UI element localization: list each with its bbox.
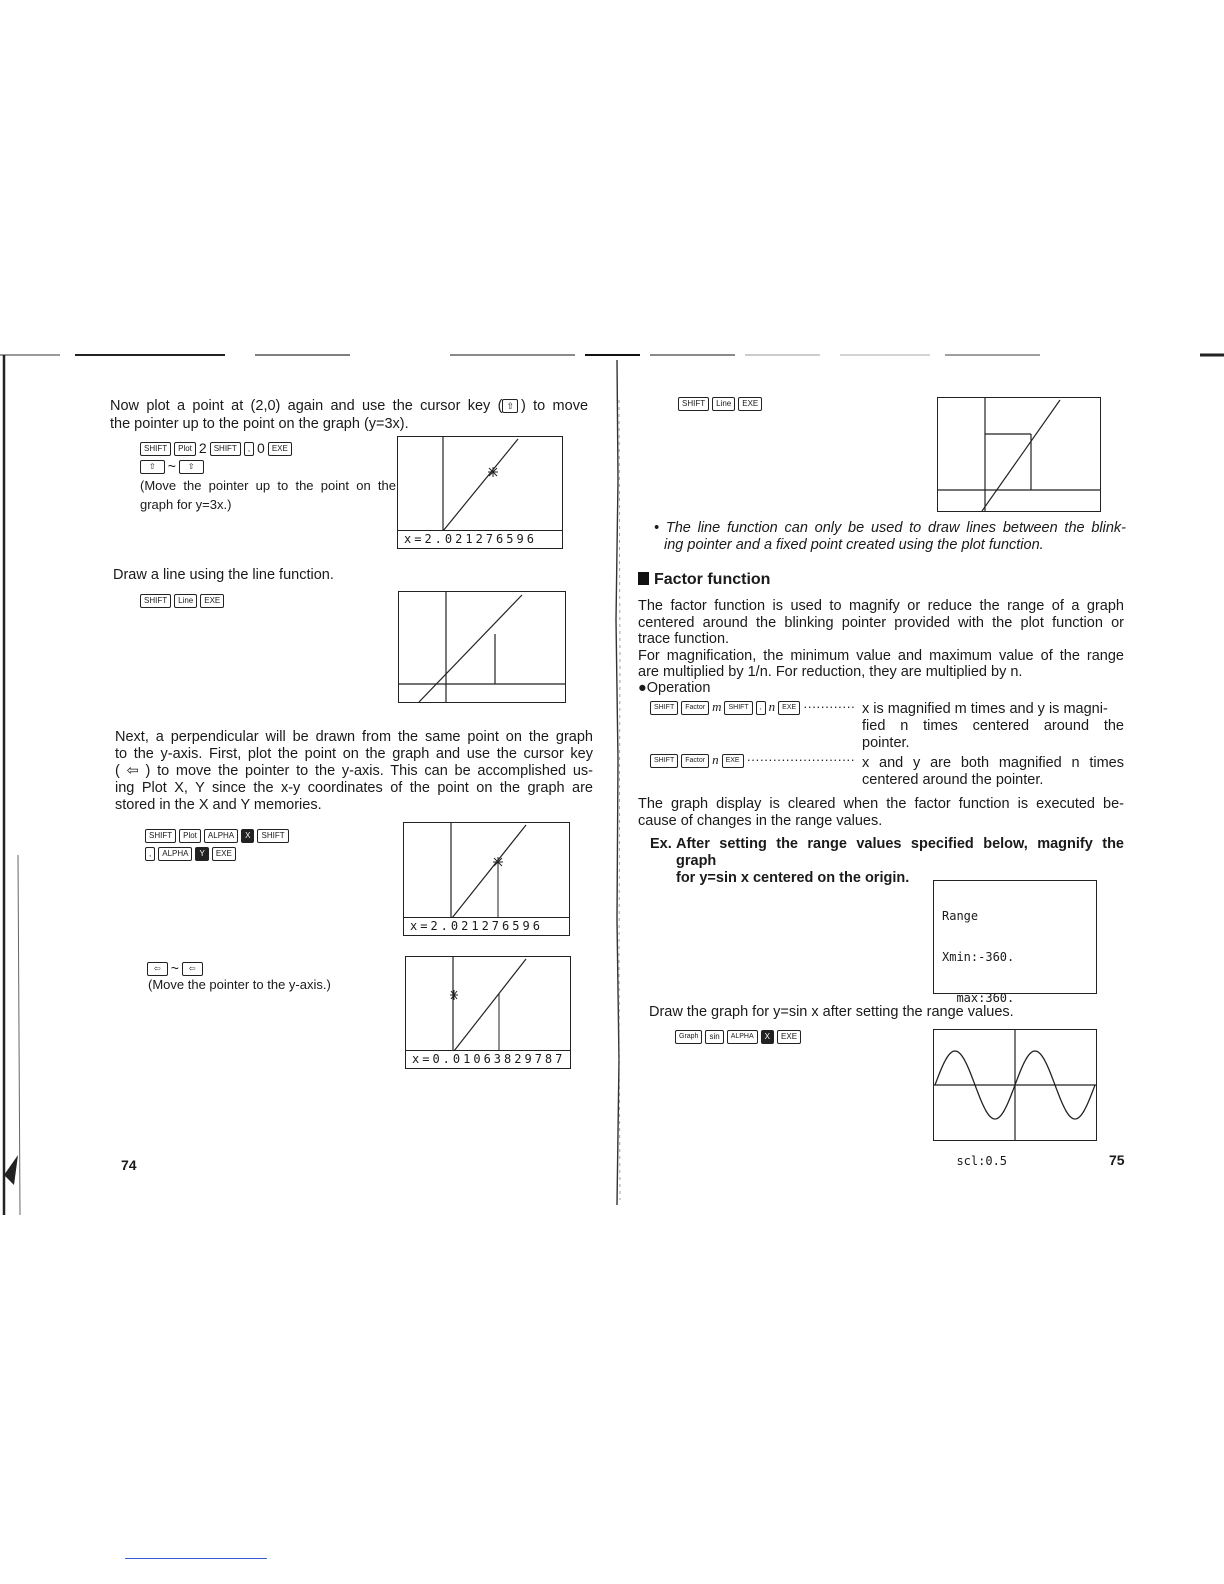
shift-key-icon: SHIFT [140, 442, 171, 456]
x-key-icon: X [761, 1030, 774, 1044]
x-key-icon: X [241, 829, 254, 843]
blinking-pointer-icon [488, 467, 498, 477]
key-sequence-cursor-up: ⇧ ~ ⇧ [140, 458, 207, 474]
key-sequence-cursor-left: ⇦ ~ ⇦ [147, 960, 206, 976]
calculator-screen-range [933, 880, 1097, 1168]
shift-key-icon: SHIFT [678, 397, 709, 411]
coordinate-readout: x=0.01063829787 [406, 1050, 570, 1068]
exe-key-icon: EXE [738, 397, 762, 411]
cursor-up-key-icon: ⇧ [179, 460, 204, 474]
page-number-left: 74 [121, 1157, 137, 1173]
graph-pointer-on-y-axis [406, 957, 570, 1051]
plot-key-icon: Plot [174, 442, 196, 456]
key-sequence-line [140, 592, 227, 610]
key-sequence-graph-sin [675, 1028, 804, 1046]
exe-key-icon: EXE [268, 442, 292, 456]
line-function-intro: Draw a line using the line function. [113, 567, 334, 583]
cursor-left-key-icon: ⇦ [147, 962, 168, 976]
cursor-up-key-icon: ⇧ [140, 460, 165, 474]
line-key-icon: Line [712, 397, 735, 411]
key-sequence-line-right [678, 395, 765, 413]
alpha-key-icon: ALPHA [204, 829, 238, 843]
note-move-pointer-y-axis: (Move the pointer to the y-axis.) [148, 977, 331, 992]
heading-square-icon [638, 572, 649, 585]
comma-key-icon: , [145, 847, 155, 861]
calculator-screen-pointer-y-axis [405, 956, 571, 1069]
comma-key-icon: , [756, 701, 766, 715]
alpha-key-icon: ALPHA [727, 1030, 758, 1044]
coordinate-readout: x=2.021276596 [398, 530, 562, 548]
range-xmin: Xmin:-360. [942, 949, 1015, 964]
plot-key-icon: Plot [179, 829, 201, 843]
key-sequence-plot-xy [145, 827, 292, 845]
exe-key-icon: EXE [777, 1030, 801, 1044]
graph-line-to-x-axis [399, 592, 565, 702]
blinking-pointer-icon [493, 857, 503, 867]
shift-key-icon: SHIFT [140, 594, 171, 608]
intro-paragraph-line2: the pointer up to the point on the graph (y=3x). [110, 416, 409, 432]
operation-label: ●Operation [638, 680, 711, 696]
graph-sine-wave [934, 1030, 1096, 1140]
calculator-screen-line-drawn [398, 591, 566, 703]
note-move-pointer-up: (Move the pointer up to the point on the graph for y=3x.) [140, 478, 396, 512]
comma-key-icon: , [244, 442, 254, 456]
calculator-screen-sine-graph [933, 1029, 1097, 1141]
factor-key-icon: Factor [681, 701, 709, 715]
range-yscl: scl:0.5 [942, 1153, 1008, 1168]
graph-point-on-line [404, 823, 569, 918]
shift-key-icon: SHIFT [257, 829, 288, 843]
line-key-icon: Line [174, 594, 197, 608]
calculator-screen-perpendicular [937, 397, 1101, 512]
shift-key-icon: SHIFT [650, 701, 678, 715]
sin-key-icon: sin [705, 1030, 723, 1044]
example-text: After setting the range values specified below, magnify the graph for y=sin x centered on the origin. [676, 836, 1124, 886]
alpha-key-icon: ALPHA [158, 847, 192, 861]
cursor-up-key-icon: ⇧ [502, 399, 518, 413]
graph-key-icon: Graph [675, 1030, 702, 1044]
operation-1-keys: SHIFT Factor m SHIFT , n EXE ············ [650, 699, 855, 715]
blinking-pointer-icon [450, 990, 458, 1000]
range-xmax: max:360. [942, 990, 1015, 1005]
operation-2-description: x and y are both magnified n times centered around the pointer. [862, 755, 1124, 788]
range-title: Range [942, 909, 979, 924]
intro-paragraph-line1: Now plot a point at (2,0) again and use the cursor key ( ⇧ ) to move [110, 398, 589, 414]
shift-key-icon: SHIFT [650, 754, 678, 768]
bottom-underline [125, 1558, 267, 1559]
draw-sin-instruction: Draw the graph for y=sin x after setting the range values. [649, 1004, 1014, 1020]
exe-key-icon: EXE [200, 594, 224, 608]
line-function-note: • The line function can only be used to draw lines between the blink- ing pointer and a fixed point created using the plot function. [654, 520, 1126, 553]
calculator-screen-plot-point [397, 436, 563, 549]
operation-1-description: x is magnified m times and y is magni- fied n times centered around the pointer. [862, 701, 1124, 751]
shift-key-icon: SHIFT [210, 442, 241, 456]
calculator-screen-plot-xy [403, 822, 570, 936]
factor-description: The factor function is used to magnify or reduce the range of a graph centered around the blinking pointer provided with the plot function or trace function. For magnification, the minimum value and maximum value of the range are multiplied by 1/n. For reduction, they are multiplied by n. [638, 598, 1124, 680]
perpendicular-paragraph: Next, a perpendicular will be drawn from the same point on the graph to the y-axis. First, plot the point on the graph and use the cursor key ( ⇦ ) to move the pointer to the y-axis. This can be accomplished us- ing Plot X, Y since the x-y coordinates of the point on the graph are stored in the X and Y memories. [115, 729, 593, 813]
key-sequence-plot-xy-2 [145, 845, 239, 863]
exe-key-icon: EXE [778, 701, 800, 715]
center-gutter [608, 360, 628, 1210]
operation-2-keys: SHIFT Factor n EXE ························· [650, 752, 855, 768]
y-key-icon: Y [195, 847, 208, 861]
factor-key-icon: Factor [681, 754, 709, 768]
shift-key-icon: SHIFT [724, 701, 752, 715]
graph-perpendicular-to-y-axis [938, 398, 1100, 511]
cursor-left-key-icon: ⇦ [182, 962, 203, 976]
left-page-edge [0, 355, 24, 1225]
shift-key-icon: SHIFT [145, 829, 176, 843]
page-number-right: 75 [1109, 1152, 1125, 1168]
coordinate-readout: x=2.021276596 [404, 917, 569, 935]
example-label: Ex. [650, 836, 672, 852]
section-heading-factor-function: Factor function [638, 570, 770, 590]
exe-key-icon: EXE [722, 754, 744, 768]
key-sequence-plot: SHIFT Plot 2 SHIFT , 0 EXE [140, 440, 295, 456]
graph-y-3x [398, 437, 562, 531]
graph-cleared-paragraph: The graph display is cleared when the factor function is executed be- cause of changes in the range values. [638, 796, 1124, 829]
exe-key-icon: EXE [212, 847, 236, 861]
